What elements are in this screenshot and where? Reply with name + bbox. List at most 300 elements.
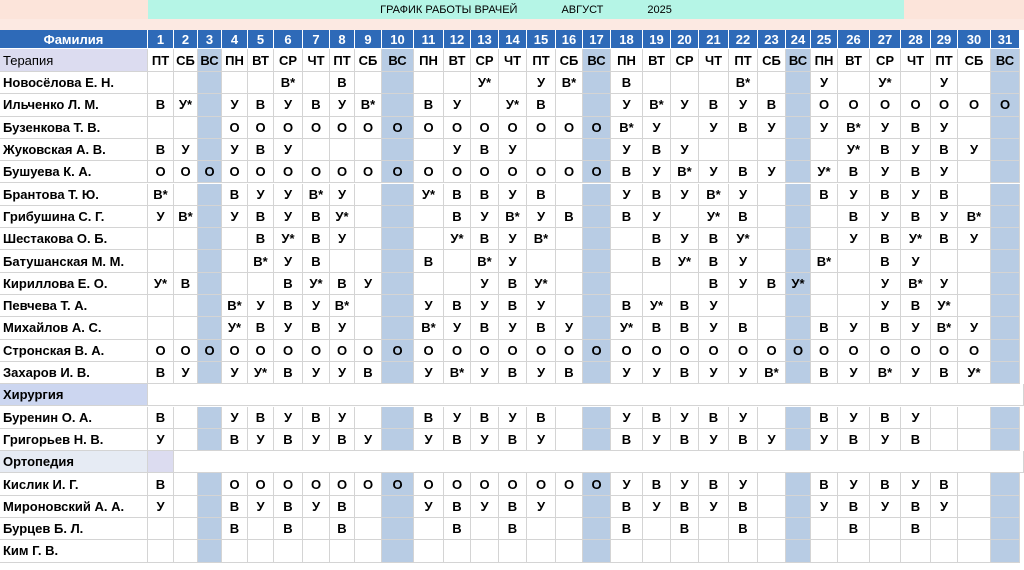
schedule-cell[interactable] [414,518,444,540]
schedule-cell[interactable] [174,473,198,495]
schedule-cell[interactable]: О [471,340,499,362]
schedule-cell[interactable]: В [148,362,174,384]
schedule-cell[interactable]: У [148,496,174,518]
schedule-cell[interactable]: О [174,340,198,362]
schedule-cell[interactable] [414,72,444,94]
schedule-cell[interactable]: В [811,184,838,206]
schedule-cell[interactable] [198,206,222,228]
schedule-cell[interactable]: В [471,317,499,339]
schedule-cell[interactable]: О [556,161,583,183]
schedule-cell[interactable]: У* [444,228,471,250]
schedule-cell[interactable] [811,540,838,562]
schedule-cell[interactable] [583,273,611,295]
schedule-cell[interactable]: В [148,139,174,161]
schedule-cell[interactable]: У [556,317,583,339]
schedule-cell[interactable] [382,273,414,295]
schedule-cell[interactable] [838,72,870,94]
schedule-cell[interactable]: У [499,317,527,339]
schedule-cell[interactable] [758,317,786,339]
schedule-cell[interactable] [556,518,583,540]
schedule-cell[interactable]: О [499,340,527,362]
schedule-cell[interactable]: О [198,161,222,183]
schedule-cell[interactable]: В [471,407,499,429]
schedule-cell[interactable] [958,429,991,451]
schedule-cell[interactable]: В [274,429,303,451]
schedule-cell[interactable]: У [499,407,527,429]
schedule-cell[interactable] [870,540,901,562]
schedule-cell[interactable]: В* [444,362,471,384]
schedule-cell[interactable] [248,273,274,295]
schedule-cell[interactable]: О [355,117,382,139]
schedule-cell[interactable]: О [414,117,444,139]
schedule-cell[interactable] [527,540,556,562]
schedule-cell[interactable] [838,273,870,295]
schedule-cell[interactable]: У [901,362,931,384]
schedule-cell[interactable] [786,117,811,139]
schedule-cell[interactable]: У [611,473,643,495]
schedule-cell[interactable]: О [330,117,355,139]
schedule-cell[interactable] [758,206,786,228]
schedule-cell[interactable] [556,273,583,295]
schedule-cell[interactable]: У [611,184,643,206]
schedule-cell[interactable] [355,295,382,317]
schedule-cell[interactable] [991,540,1020,562]
schedule-cell[interactable]: В [330,273,355,295]
schedule-cell[interactable]: У [471,429,499,451]
schedule-cell[interactable]: У [643,429,671,451]
schedule-cell[interactable]: У [838,362,870,384]
schedule-cell[interactable]: О [931,94,958,116]
schedule-cell[interactable]: О [527,340,556,362]
schedule-cell[interactable] [148,250,174,272]
schedule-cell[interactable] [958,407,991,429]
schedule-cell[interactable] [958,184,991,206]
schedule-cell[interactable]: У [729,250,758,272]
schedule-cell[interactable]: В* [611,117,643,139]
schedule-cell[interactable] [786,540,811,562]
schedule-cell[interactable] [148,295,174,317]
schedule-cell[interactable] [583,139,611,161]
schedule-cell[interactable]: У [870,206,901,228]
schedule-cell[interactable]: У [222,206,248,228]
schedule-cell[interactable]: В [931,473,958,495]
schedule-cell[interactable]: В* [148,184,174,206]
schedule-cell[interactable]: У [958,228,991,250]
schedule-cell[interactable]: В* [303,184,330,206]
schedule-cell[interactable]: У [811,496,838,518]
schedule-cell[interactable]: В [671,362,699,384]
schedule-cell[interactable] [786,407,811,429]
schedule-cell[interactable]: О [303,473,330,495]
schedule-cell[interactable] [382,94,414,116]
schedule-cell[interactable]: В [248,206,274,228]
schedule-cell[interactable]: О [444,473,471,495]
schedule-cell[interactable]: В [499,362,527,384]
schedule-cell[interactable]: О [611,340,643,362]
schedule-cell[interactable]: У* [274,228,303,250]
schedule-cell[interactable]: У [901,317,931,339]
schedule-cell[interactable] [382,540,414,562]
schedule-cell[interactable] [583,250,611,272]
schedule-cell[interactable]: В* [838,117,870,139]
schedule-cell[interactable]: В [499,295,527,317]
schedule-cell[interactable]: В [699,273,729,295]
schedule-cell[interactable]: В [248,228,274,250]
schedule-cell[interactable]: В [643,184,671,206]
schedule-cell[interactable] [901,72,931,94]
schedule-cell[interactable] [699,72,729,94]
schedule-cell[interactable]: О [499,473,527,495]
schedule-cell[interactable]: В [643,139,671,161]
schedule-cell[interactable]: У [527,496,556,518]
schedule-cell[interactable]: В [527,94,556,116]
schedule-cell[interactable] [583,72,611,94]
schedule-cell[interactable] [991,206,1020,228]
schedule-cell[interactable] [174,540,198,562]
schedule-cell[interactable]: В [931,184,958,206]
schedule-cell[interactable] [611,250,643,272]
schedule-cell[interactable]: О [330,473,355,495]
schedule-cell[interactable] [527,518,556,540]
schedule-cell[interactable]: У [729,473,758,495]
schedule-cell[interactable] [174,429,198,451]
schedule-cell[interactable]: У [499,250,527,272]
schedule-cell[interactable] [382,228,414,250]
schedule-cell[interactable] [148,72,174,94]
schedule-cell[interactable]: У [901,184,931,206]
schedule-cell[interactable]: В* [174,206,198,228]
schedule-cell[interactable]: О [303,340,330,362]
schedule-cell[interactable]: О [222,117,248,139]
schedule-cell[interactable]: В [414,94,444,116]
schedule-cell[interactable] [198,117,222,139]
schedule-cell[interactable] [444,250,471,272]
schedule-cell[interactable] [174,518,198,540]
schedule-cell[interactable] [838,295,870,317]
schedule-cell[interactable]: В [758,273,786,295]
schedule-cell[interactable]: У [699,362,729,384]
schedule-cell[interactable]: В [901,295,931,317]
schedule-cell[interactable] [471,518,499,540]
schedule-cell[interactable]: У* [330,206,355,228]
schedule-cell[interactable]: У [729,362,758,384]
schedule-cell[interactable] [991,407,1020,429]
schedule-cell[interactable]: В [870,228,901,250]
schedule-cell[interactable]: О [583,340,611,362]
schedule-cell[interactable]: В* [758,362,786,384]
schedule-cell[interactable] [355,407,382,429]
schedule-cell[interactable]: В [355,362,382,384]
schedule-cell[interactable]: О [786,340,811,362]
schedule-cell[interactable]: В [901,161,931,183]
schedule-cell[interactable] [758,518,786,540]
schedule-cell[interactable] [382,407,414,429]
schedule-cell[interactable]: В [699,94,729,116]
schedule-cell[interactable] [991,72,1020,94]
schedule-cell[interactable]: В* [414,317,444,339]
schedule-cell[interactable]: О [958,94,991,116]
schedule-cell[interactable]: В* [958,206,991,228]
schedule-cell[interactable]: В [758,94,786,116]
schedule-cell[interactable]: У [330,184,355,206]
schedule-cell[interactable]: О [870,94,901,116]
schedule-cell[interactable]: У [758,429,786,451]
schedule-cell[interactable]: В [274,273,303,295]
schedule-cell[interactable] [148,117,174,139]
schedule-cell[interactable]: В [838,518,870,540]
schedule-cell[interactable]: У [303,429,330,451]
schedule-cell[interactable]: В [148,473,174,495]
schedule-cell[interactable] [811,273,838,295]
schedule-cell[interactable]: У [699,317,729,339]
schedule-cell[interactable] [174,250,198,272]
schedule-cell[interactable]: У [527,206,556,228]
schedule-cell[interactable] [382,317,414,339]
schedule-cell[interactable] [198,317,222,339]
schedule-cell[interactable]: У [671,139,699,161]
schedule-cell[interactable] [499,540,527,562]
schedule-cell[interactable]: В* [931,317,958,339]
schedule-cell[interactable]: О [958,340,991,362]
schedule-cell[interactable]: В [444,184,471,206]
schedule-cell[interactable] [414,540,444,562]
schedule-cell[interactable]: В [330,429,355,451]
schedule-cell[interactable] [699,540,729,562]
schedule-cell[interactable] [958,295,991,317]
schedule-cell[interactable]: В [303,228,330,250]
schedule-cell[interactable] [303,72,330,94]
schedule-cell[interactable]: У [611,94,643,116]
schedule-cell[interactable]: О [274,340,303,362]
schedule-cell[interactable]: В [811,407,838,429]
schedule-cell[interactable]: В* [811,250,838,272]
schedule-cell[interactable]: В [811,317,838,339]
schedule-cell[interactable]: В [330,518,355,540]
schedule-cell[interactable]: О [148,340,174,362]
schedule-cell[interactable]: О [901,94,931,116]
schedule-cell[interactable] [583,518,611,540]
schedule-cell[interactable] [248,72,274,94]
schedule-cell[interactable] [786,250,811,272]
schedule-cell[interactable]: В [901,429,931,451]
schedule-cell[interactable]: У [870,161,901,183]
schedule-cell[interactable] [222,540,248,562]
schedule-cell[interactable] [991,295,1020,317]
schedule-cell[interactable]: У [699,161,729,183]
schedule-cell[interactable] [355,250,382,272]
schedule-cell[interactable] [786,518,811,540]
schedule-cell[interactable]: О [248,473,274,495]
schedule-cell[interactable] [556,139,583,161]
schedule-cell[interactable]: В [471,228,499,250]
schedule-cell[interactable]: У [643,362,671,384]
schedule-cell[interactable] [471,540,499,562]
schedule-cell[interactable]: В [303,407,330,429]
schedule-cell[interactable]: У* [729,228,758,250]
schedule-cell[interactable]: В [444,518,471,540]
schedule-cell[interactable] [355,540,382,562]
schedule-cell[interactable]: У* [838,139,870,161]
schedule-cell[interactable]: В [556,362,583,384]
schedule-cell[interactable] [198,473,222,495]
schedule-cell[interactable]: У [303,496,330,518]
schedule-cell[interactable]: В [499,273,527,295]
schedule-cell[interactable]: В [303,94,330,116]
schedule-cell[interactable] [991,496,1020,518]
schedule-cell[interactable] [901,540,931,562]
schedule-cell[interactable] [811,206,838,228]
schedule-cell[interactable] [958,72,991,94]
schedule-cell[interactable] [382,184,414,206]
schedule-cell[interactable]: В [471,184,499,206]
schedule-cell[interactable]: О [274,473,303,495]
schedule-cell[interactable]: В [870,139,901,161]
schedule-cell[interactable] [198,250,222,272]
schedule-cell[interactable] [527,139,556,161]
schedule-cell[interactable]: В* [643,94,671,116]
schedule-cell[interactable]: О [382,161,414,183]
schedule-cell[interactable]: В [901,117,931,139]
schedule-cell[interactable] [198,139,222,161]
schedule-cell[interactable] [444,540,471,562]
schedule-cell[interactable]: В [611,429,643,451]
schedule-cell[interactable] [758,139,786,161]
schedule-cell[interactable] [991,473,1020,495]
schedule-cell[interactable]: О [382,117,414,139]
schedule-cell[interactable] [811,295,838,317]
schedule-cell[interactable] [991,117,1020,139]
schedule-cell[interactable]: У [148,429,174,451]
schedule-cell[interactable] [198,295,222,317]
schedule-cell[interactable]: В [643,473,671,495]
schedule-cell[interactable]: У [838,228,870,250]
schedule-cell[interactable]: У [870,496,901,518]
schedule-cell[interactable]: У [414,362,444,384]
schedule-cell[interactable] [699,139,729,161]
schedule-cell[interactable] [643,540,671,562]
schedule-cell[interactable] [355,518,382,540]
schedule-cell[interactable] [758,496,786,518]
schedule-cell[interactable]: В [643,228,671,250]
schedule-cell[interactable] [671,206,699,228]
schedule-cell[interactable] [556,540,583,562]
schedule-cell[interactable]: В [330,496,355,518]
schedule-cell[interactable]: У [931,161,958,183]
schedule-cell[interactable] [671,72,699,94]
schedule-cell[interactable]: О [174,161,198,183]
schedule-cell[interactable] [556,184,583,206]
schedule-cell[interactable] [786,139,811,161]
schedule-cell[interactable] [611,540,643,562]
schedule-cell[interactable]: В [931,139,958,161]
schedule-cell[interactable]: В [870,184,901,206]
schedule-cell[interactable] [931,407,958,429]
schedule-cell[interactable]: О [303,117,330,139]
schedule-cell[interactable] [643,518,671,540]
schedule-cell[interactable]: В [729,317,758,339]
schedule-cell[interactable] [786,429,811,451]
schedule-cell[interactable]: У [838,473,870,495]
schedule-cell[interactable] [527,250,556,272]
schedule-cell[interactable]: У [671,407,699,429]
schedule-cell[interactable]: В [248,139,274,161]
schedule-cell[interactable]: В [729,496,758,518]
schedule-cell[interactable]: В [274,496,303,518]
schedule-cell[interactable]: У [174,362,198,384]
schedule-cell[interactable]: В [303,317,330,339]
schedule-cell[interactable]: О [499,117,527,139]
schedule-cell[interactable] [931,540,958,562]
schedule-cell[interactable] [174,295,198,317]
schedule-cell[interactable] [198,273,222,295]
schedule-cell[interactable] [958,540,991,562]
schedule-cell[interactable]: В [414,407,444,429]
schedule-cell[interactable] [758,250,786,272]
schedule-cell[interactable] [382,72,414,94]
schedule-cell[interactable]: О [556,340,583,362]
schedule-cell[interactable]: У* [414,184,444,206]
schedule-cell[interactable]: О [198,340,222,362]
schedule-cell[interactable] [931,250,958,272]
schedule-cell[interactable]: В [414,250,444,272]
schedule-cell[interactable]: У [274,250,303,272]
schedule-cell[interactable]: В [729,161,758,183]
schedule-cell[interactable] [355,139,382,161]
schedule-cell[interactable] [303,540,330,562]
schedule-cell[interactable]: У* [222,317,248,339]
schedule-cell[interactable]: В [527,317,556,339]
schedule-cell[interactable] [991,228,1020,250]
schedule-cell[interactable]: У [330,228,355,250]
schedule-cell[interactable]: О [811,94,838,116]
schedule-cell[interactable]: О [527,161,556,183]
schedule-cell[interactable]: У* [248,362,274,384]
schedule-cell[interactable]: В [499,518,527,540]
schedule-cell[interactable]: У [811,429,838,451]
schedule-cell[interactable] [671,540,699,562]
schedule-cell[interactable]: У [471,295,499,317]
schedule-cell[interactable] [758,72,786,94]
schedule-cell[interactable]: У [222,362,248,384]
schedule-cell[interactable]: О [382,473,414,495]
schedule-cell[interactable]: О [527,473,556,495]
schedule-cell[interactable]: У [274,139,303,161]
schedule-cell[interactable]: У [330,362,355,384]
schedule-cell[interactable]: О [499,161,527,183]
schedule-cell[interactable] [583,429,611,451]
schedule-cell[interactable] [643,72,671,94]
schedule-cell[interactable] [330,540,355,562]
schedule-cell[interactable]: О [838,94,870,116]
schedule-cell[interactable]: У [355,429,382,451]
schedule-cell[interactable] [382,206,414,228]
schedule-cell[interactable]: В* [699,184,729,206]
schedule-cell[interactable]: У [729,94,758,116]
schedule-cell[interactable]: В [729,117,758,139]
schedule-cell[interactable]: У [330,317,355,339]
schedule-cell[interactable]: У [248,429,274,451]
schedule-cell[interactable]: В [274,518,303,540]
schedule-cell[interactable]: У [499,139,527,161]
schedule-cell[interactable] [556,94,583,116]
schedule-cell[interactable] [991,273,1020,295]
schedule-cell[interactable]: У* [148,273,174,295]
schedule-cell[interactable] [958,496,991,518]
schedule-cell[interactable]: У* [174,94,198,116]
schedule-cell[interactable]: У [222,139,248,161]
schedule-cell[interactable]: У [699,295,729,317]
schedule-cell[interactable]: У [870,273,901,295]
